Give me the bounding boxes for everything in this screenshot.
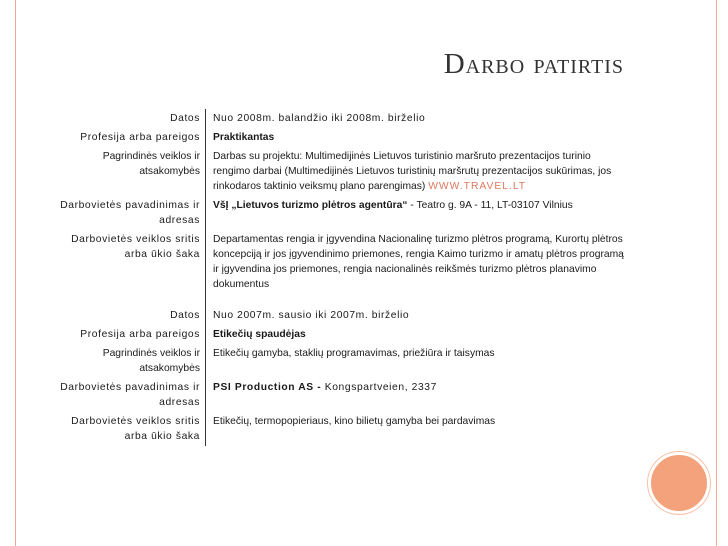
- sritis-value: Etikečių, termopopieriaus, kino bilietų gamyba bei pardavimas: [205, 412, 625, 446]
- darboviete-label: Darbovietės pavadinimas ir adresas: [60, 382, 200, 408]
- travel-link[interactable]: WWW.TRAVEL.LT: [428, 181, 527, 192]
- cv-table: [47, 109, 627, 446]
- job2-profesija-row: [47, 325, 627, 344]
- job2-datos-row: [47, 306, 627, 325]
- datos-value: Nuo 2007m. sausio iki 2007m. birželio: [205, 306, 625, 325]
- veikla-value: Darbas su projektu: Multimedijinės Lietuvos turistinio maršruto prezentacijos turinio rengimo darbai (Multimedijinės Lietuvos turistinių maršrutų prezentacijos sukūrimas, jos rinkodaros taktinio veiksmų plano parengimas): [213, 151, 612, 192]
- job1-darboviete-row: [47, 196, 627, 230]
- sritis-value: Departamentas rengia ir įgyvendina Nacionalinę turizmo plėtros programą, Kurortų plėtros koncepciją ir jos įgyvendinimo priemones, rengia Kaimo turizmo ir amatų plėtros programą ir įgyvendina jos priemones, rengia nacionalinės reikšmės turizmo plėtros planavimo dokumentus: [205, 230, 625, 294]
- profesija-label: Profesija arba pareigos: [80, 329, 200, 340]
- profesija-value: Praktikantas: [213, 132, 275, 143]
- veikla-label: Pagrindinės veiklos ir atsakomybės: [102, 348, 200, 374]
- veikla-label: Pagrindinės veiklos ir atsakomybės: [102, 151, 200, 177]
- left-border-line: [15, 0, 16, 546]
- darboviete-label: Darbovietės pavadinimas ir adresas: [60, 200, 200, 226]
- job1-veikla-row: [47, 147, 627, 196]
- page-title: Darbo patirtis: [443, 48, 624, 80]
- darboviete-name: PSI Production AS -: [213, 382, 322, 393]
- sritis-label: Darbovietės veiklos sritis arba ūkio šaka: [71, 416, 200, 442]
- sritis-label: Darbovietės veiklos sritis arba ūkio šaka: [71, 234, 200, 260]
- right-border-line: [716, 0, 717, 546]
- datos-label: Datos: [170, 113, 200, 124]
- job2-sritis-row: [47, 412, 627, 446]
- darboviete-address: - Teatro g. 9A - 11, LT-03107 Vilnius: [407, 200, 573, 211]
- job1-datos-row: [47, 109, 627, 128]
- veikla-value: Etikečių gamyba, staklių programavimas, priežiūra ir taisymas: [205, 344, 625, 378]
- profesija-value: Etikečių spaudėjas: [213, 329, 306, 340]
- datos-value: Nuo 2008m. balandžio iki 2008m. birželio: [205, 109, 625, 128]
- spacer-row: [47, 294, 627, 306]
- job2-veikla-row: [47, 344, 627, 378]
- darboviete-address: Kongspartveien, 2337: [321, 382, 437, 393]
- datos-label: Datos: [170, 310, 200, 321]
- darboviete-name: VšĮ „Lietuvos turizmo plėtros agentūra“: [213, 200, 408, 211]
- job1-sritis-row: [47, 230, 627, 294]
- decorative-circle: [648, 452, 710, 514]
- job1-profesija-row: [47, 128, 627, 147]
- profesija-label: Profesija arba pareigos: [80, 132, 200, 143]
- job2-darboviete-row: [47, 378, 627, 412]
